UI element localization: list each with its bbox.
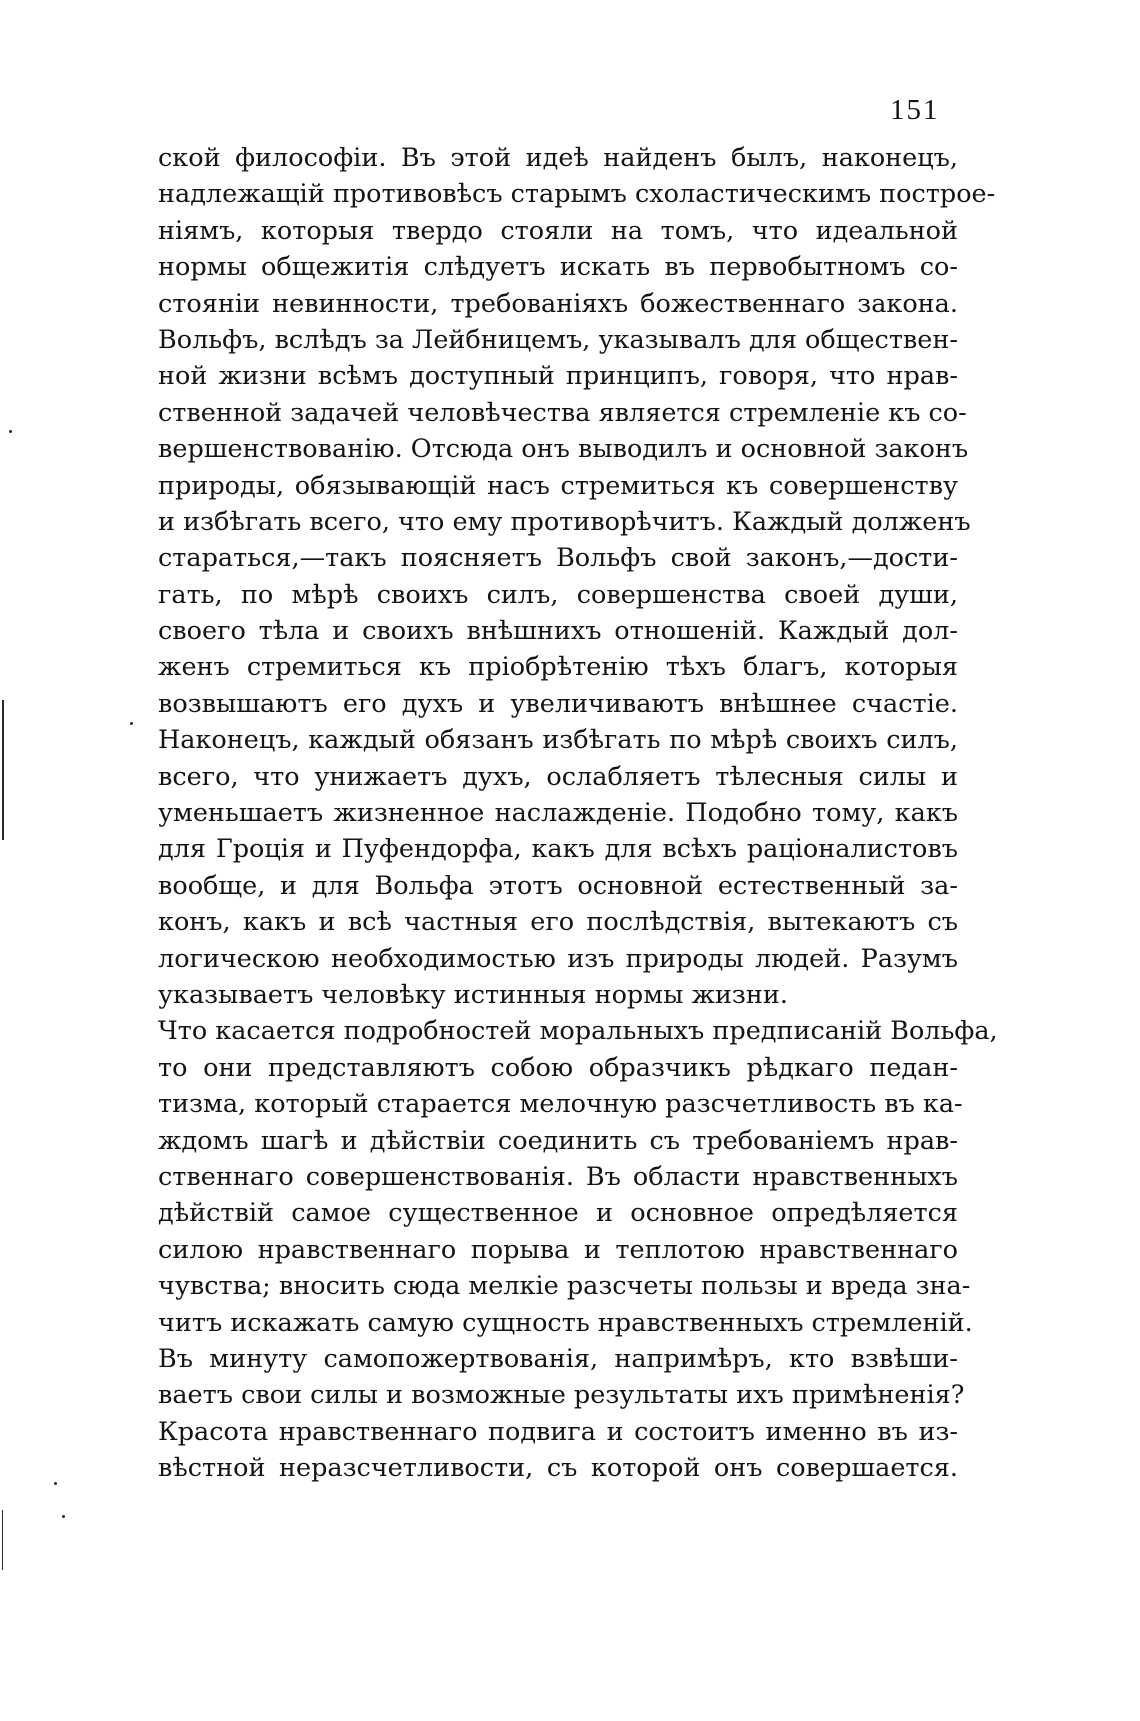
text-line: ственной задачей человѣчества является стремленіе къ со- <box>158 397 967 428</box>
text-line: ваетъ свои силы и возможные результаты ихъ примѣненія? <box>158 1380 965 1411</box>
scan-artifact-dot <box>130 722 133 725</box>
text-line: своего тѣла и своихъ внѣшнихъ отношеній. Каждый дол- <box>158 616 958 647</box>
page-number: 151 <box>890 94 940 126</box>
text-line: вообще, и для Вольфа этотъ основной естественный за- <box>158 870 958 901</box>
text-line: чувства; вносить сюда мелкіе разсчеты пользы и вреда зна- <box>158 1271 971 1302</box>
text-line: тизма, который старается мелочную разсчетливость въ ка- <box>158 1089 963 1120</box>
scan-artifact-line <box>2 700 4 840</box>
text-line: ской философіи. Въ этой идеѣ найденъ былъ, наконецъ, <box>158 143 958 173</box>
paragraph-end-line: указываетъ человѣку истинныя нормы жизни. <box>158 979 788 1010</box>
scan-artifact-dot <box>62 1515 65 1518</box>
text-line: природы, обязывающій насъ стремиться къ совершенству <box>158 470 958 501</box>
text-line: Красота нравственнаго подвига и состоитъ именно въ из- <box>158 1416 958 1447</box>
text-line: и избѣгать всего, что ему противорѣчитъ. Каждый долженъ <box>158 506 971 537</box>
text-line: логическою необходимостью изъ природы людей. Разумъ <box>158 943 958 974</box>
text-line: Въ минуту самопожертвованія, напримѣръ, кто взвѣши- <box>158 1343 958 1374</box>
text-line: Что касается подробностей моральныхъ предписаній Вольфа, <box>158 1016 998 1047</box>
text-line: читъ искажать самую сущность нравственныхъ стремленій. <box>158 1307 973 1338</box>
text-line: ственнаго совершенствованія. Въ области нравственныхъ <box>158 1161 958 1192</box>
text-line: Наконецъ, каждый обязанъ избѣгать по мѣрѣ своихъ силъ, <box>158 725 958 756</box>
scan-artifact-dot <box>9 430 12 433</box>
text-line: силою нравственнаго порыва и теплотою нравственнаго <box>158 1234 958 1265</box>
scan-artifact-line <box>2 1510 3 1570</box>
text-line: дѣйствій самое существенное и основное опредѣляется <box>158 1198 958 1229</box>
text-line: возвышаютъ его духъ и увеличиваютъ внѣшнее счастіе. <box>158 688 958 719</box>
text-line: конъ, какъ и всѣ частныя его послѣдствія, вытекаютъ съ <box>158 907 958 938</box>
text-line: гать, по мѣрѣ своихъ силъ, совершенства своей души, <box>158 579 958 610</box>
text-line: ніямъ, которыя твердо стояли на томъ, что идеальной <box>158 215 958 246</box>
text-line: вѣстной неразсчетливости, съ которой онъ совершается. <box>158 1453 958 1484</box>
text-line: надлежащій противовѣсъ старымъ схоластическимъ построе- <box>158 179 996 210</box>
text-line: нормы общежитія слѣдуетъ искать въ первобытномъ со- <box>158 252 958 283</box>
scan-artifact-dot <box>54 1482 57 1485</box>
text-line: женъ стремиться къ пріобрѣтенію тѣхъ благъ, которыя <box>158 652 958 683</box>
body-text <box>158 140 998 1486</box>
text-line: стараться,—такъ поясняетъ Вольфъ свой законъ,—дости- <box>158 543 958 574</box>
text-line: уменьшаетъ жизненное наслажденіе. Подобно тому, какъ <box>158 798 958 829</box>
text-line: всего, что унижаетъ духъ, ослабляетъ тѣлесныя силы и <box>158 761 958 792</box>
text-line: вершенствованію. Отсюда онъ выводилъ и основной законъ <box>158 434 969 465</box>
text-line: для Гроція и Пуфендорфа, какъ для всѣхъ раціоналистовъ <box>158 834 958 865</box>
text-line: ной жизни всѣмъ доступный принципъ, говоря, что нрав- <box>158 361 958 392</box>
text-line: стояніи невинности, требованіяхъ божественнаго закона. <box>158 288 958 319</box>
text-line: то они представляютъ собою образчикъ рѣдкаго педан- <box>158 1052 958 1083</box>
text-line: Вольфъ, вслѣдъ за Лейбницемъ, указывалъ для обществен- <box>158 324 958 355</box>
text-line: ждомъ шагѣ и дѣйствіи соединить съ требованіемъ нрав- <box>158 1125 958 1156</box>
